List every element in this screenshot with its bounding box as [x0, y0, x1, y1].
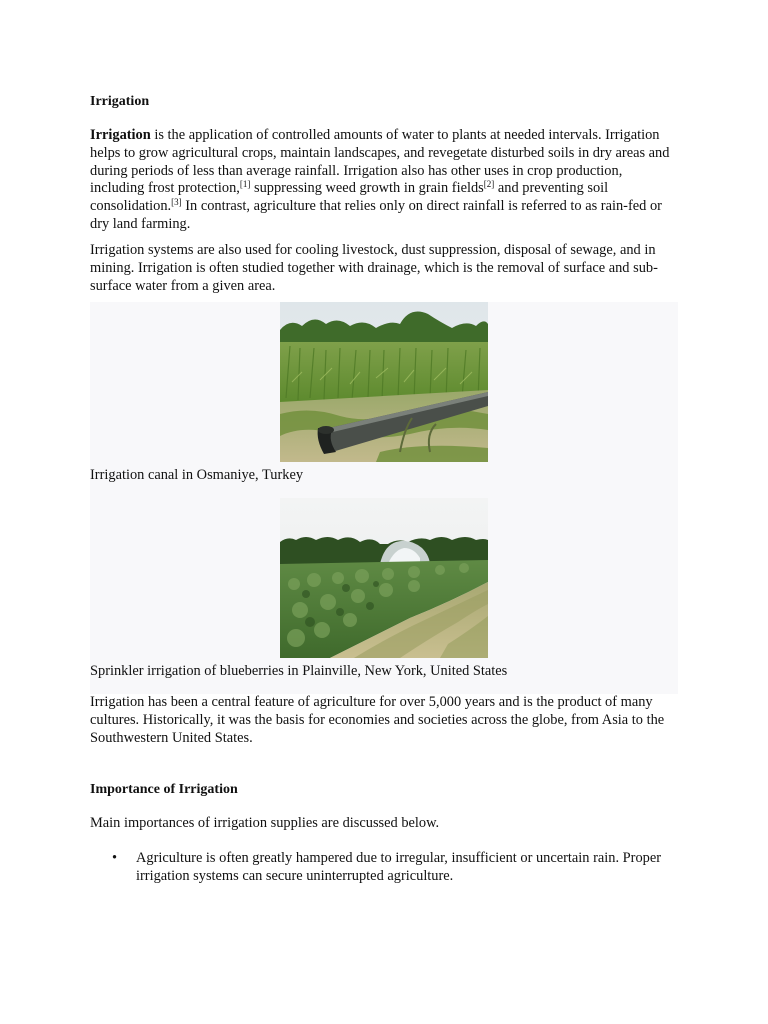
- list-item-text: Agriculture is often greatly hampered due to irregular, insufficient or uncertain rain. Proper irrigation systems can secure uninterrupted agriculture.: [136, 850, 662, 884]
- section-intro: Main importances of irrigation supplies are discussed below.: [90, 815, 440, 831]
- figure-caption: Irrigation canal in Osmaniye, Turkey: [90, 467, 304, 483]
- bullet-marker: •: [112, 850, 118, 866]
- intro-lead-term: Irrigation: [90, 127, 151, 143]
- intro-text-3: and preventing soil consolidation.: [90, 180, 609, 215]
- sprinkler-irrigation-photo: [280, 498, 488, 658]
- page-title: Irrigation: [90, 94, 150, 109]
- section-heading: Importance of Irrigation: [90, 782, 238, 797]
- list-item: [90, 850, 680, 886]
- reference-3-link[interactable]: [3]: [171, 197, 182, 208]
- intro-text-1: is the application of controlled amounts of water to plants at needed intervals. Irrigation helps to grow agricultural crops, maintain landscapes, and revegetate disturbed soils in dry areas and during periods of less than average rainfall. Irrigation also has other uses in crop production, including frost protection,: [90, 127, 670, 197]
- irrigation-canal-photo: [280, 302, 488, 462]
- intro-text-4: In contrast, agriculture that relies only on direct rainfall is referred to as rain-fed or dry land farming.: [90, 198, 662, 232]
- intro-paragraph: [90, 127, 680, 234]
- history-paragraph: Irrigation has been a central feature of agriculture for over 5,000 years and is the product of many cultures. Historically, it was the basis for economies and societies across the globe, from Asia to the Southwestern United States.: [90, 694, 665, 746]
- reference-1-link[interactable]: [1]: [239, 179, 251, 190]
- figure-caption: Sprinkler irrigation of blueberries in Plainville, New York, United States: [90, 663, 508, 679]
- uses-paragraph: Irrigation systems are also used for cooling livestock, dust suppression, disposal of sewage, and in mining. Irrigation is often studied together with drainage, which is the removal of surface and sub-surface water from a given area.: [90, 242, 658, 294]
- figure-gallery: [90, 302, 678, 694]
- importance-list: [90, 850, 680, 886]
- reference-2-link[interactable]: [2]: [483, 179, 495, 190]
- intro-text-2: suppressing weed growth in grain fields: [250, 180, 484, 197]
